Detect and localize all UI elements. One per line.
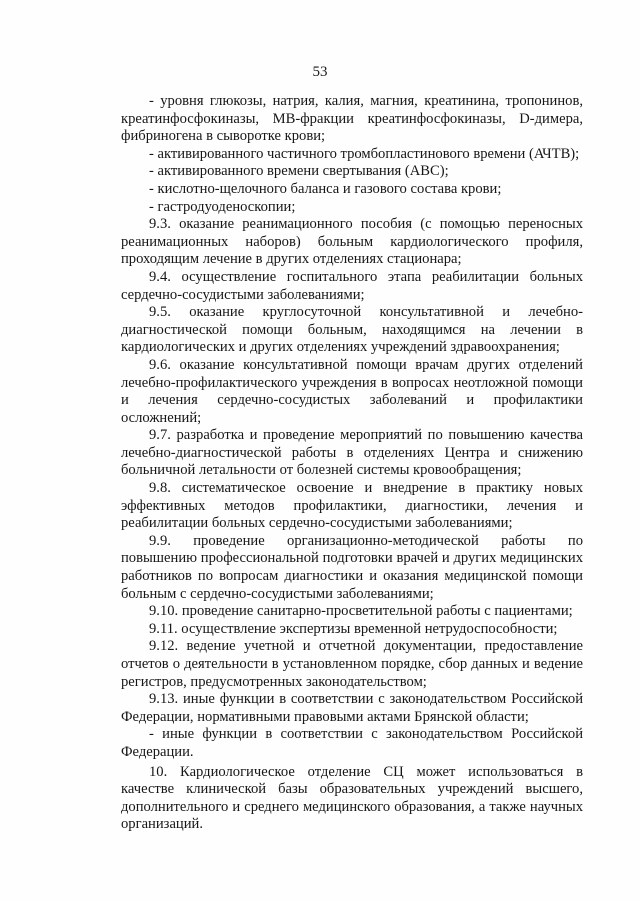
paragraph-9-3: 9.3. оказание реанимационного пособия (с помощью переносных реанимационных наборов) больным кардиологического профиля, проходящим лечение в других отделениях стационара; bbox=[121, 216, 583, 268]
paragraph-9-4: 9.4. осуществление госпитального этапа реабилитации больных сердечно-сосудистыми заболеваниями; bbox=[121, 268, 583, 303]
paragraph-avs: - активированного времени свертывания (АВС); bbox=[149, 163, 449, 180]
paragraph-9-11: 9.11. осуществление экспертизы временной нетрудоспособности; bbox=[149, 620, 558, 637]
paragraph-9-7: 9.7. разработка и проведение мероприятий по повышению качества лечебно-диагностической работы в отделениях Центра и снижению больничной летальности от болезней системы кровообращения; bbox=[121, 427, 583, 479]
paragraph-10: 10. Кардиологическое отделение СЦ может использоваться в качестве клинической базы образовательных учреждений высшего, дополнительного и среднего медицинского образования, а также научных организаций. bbox=[121, 763, 583, 833]
paragraph-gastroduodenoscopy: - гастродуоденоскопии; bbox=[149, 198, 296, 215]
paragraph-9-6: 9.6. оказание консультативной помощи врачам других отделений лечебно-профилактического учреждения в вопросах неотложной помощи и лечения сердечно-сосудистых заболеваний и профилактики осложнений; bbox=[121, 356, 583, 426]
paragraph-9-5: 9.5. оказание круглосуточной консультативной и лечебно-диагностической помощи больным, находящимся на лечении в кардиологических и других отделениях учреждений здравоохранения; bbox=[121, 304, 583, 356]
paragraph-9-12: 9.12. ведение учетной и отчетной документации, предоставление отчетов о деятельности в установленном порядке, сбор данных и ведение регистров, предусмотренных законодательством; bbox=[121, 638, 583, 690]
document-body bbox=[121, 93, 583, 834]
paragraph-9-10: 9.10. проведение санитарно-просветительной работы с пациентами; bbox=[149, 603, 573, 620]
paragraph-acid-base: - кислотно-щелочного баланса и газового состава крови; bbox=[149, 180, 502, 197]
paragraph-other-functions: - иные функции в соответствии с законодательством Российской Федерации. bbox=[121, 726, 583, 760]
paragraph-9-8: 9.8. систематическое освоение и внедрение в практику новых эффективных методов профилактики, диагностики, лечения и реабилитации больных сердечно-сосудистыми заболеваниями; bbox=[121, 480, 583, 532]
paragraph-lab-levels: - уровня глюкозы, натрия, калия, магния, креатинина, тропонинов, креатинфосфокиназы, МВ-фракции креатинфосфокиназы, D-димера, фибриногена в сыворотке крови; bbox=[121, 93, 583, 145]
paragraph-9-13: 9.13. иные функции в соответствии с законодательством Российской Федерации, нормативными правовыми актами Брянской области; bbox=[121, 691, 583, 725]
paragraph-9-9: 9.9. проведение организационно-методической работы по повышению профессиональной подготовки врачей и других медицинских работников по вопросам диагностики и оказания медицинской помощи больным с сердечно-сосудистыми заболеваниями; bbox=[121, 532, 583, 602]
paragraph-achtv: - активированного частичного тромбопластинового времени (АЧТВ); bbox=[149, 145, 580, 162]
page-number: 53 bbox=[312, 64, 328, 80]
